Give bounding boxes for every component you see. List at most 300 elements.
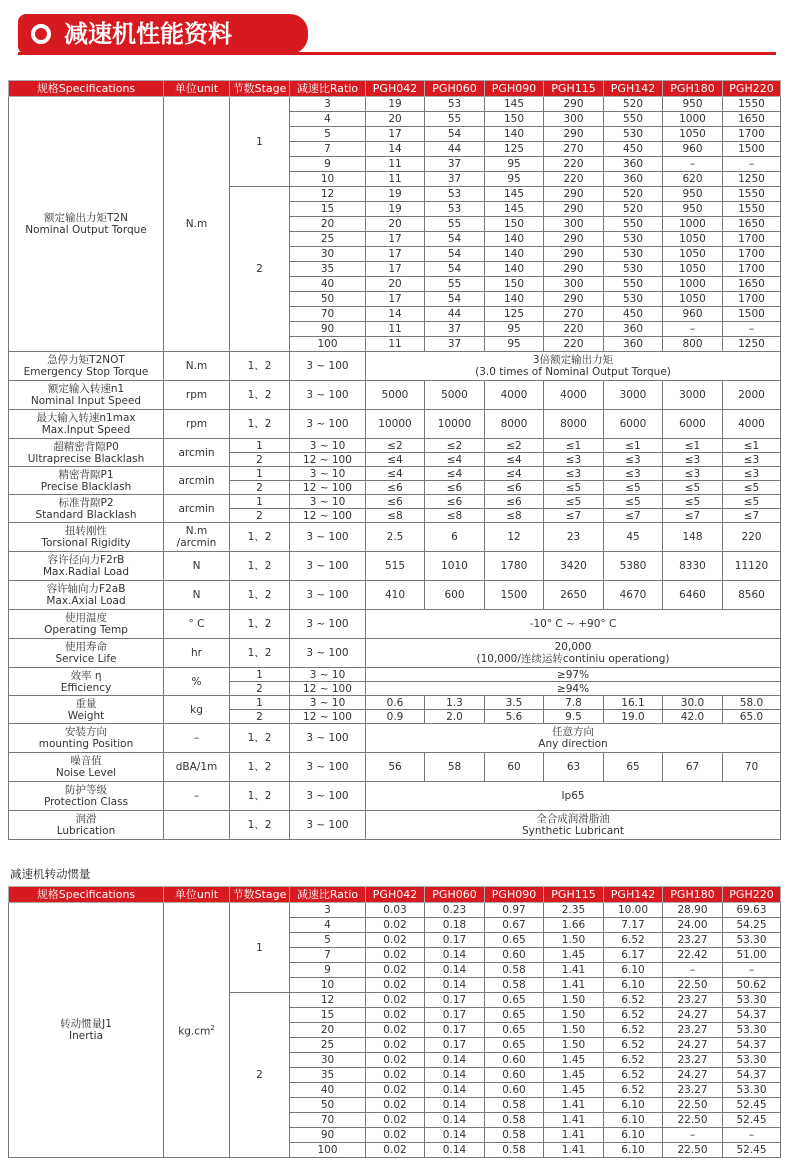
value-cell: 23 <box>544 523 604 552</box>
spec-label: 容许轴向力F2aB Max.Axial Load <box>9 581 164 610</box>
value-cell: ≤7 <box>723 509 781 523</box>
stage-cell: 1、2 <box>230 753 290 782</box>
value-cell: 19 <box>366 187 425 202</box>
value-cell: 54 <box>425 247 485 262</box>
value-cell: 125 <box>485 142 544 157</box>
value-cell: 600 <box>425 581 485 610</box>
value-cell: 950 <box>663 202 723 217</box>
value-cell: 1700 <box>723 127 781 142</box>
column-header: PGH060 <box>425 81 485 97</box>
value-cell: 23.27 <box>663 933 723 948</box>
value-cell: 53 <box>425 202 485 217</box>
column-header: 减速比Ratio <box>290 81 366 97</box>
value-cell: 5.6 <box>485 710 544 724</box>
column-header: PGH042 <box>366 81 425 97</box>
ratio-cell: 12 <box>290 187 366 202</box>
ratio-cell: 90 <box>290 1128 366 1143</box>
value-cell: 19.0 <box>604 710 663 724</box>
value-cell: 530 <box>604 292 663 307</box>
value-cell: 53.30 <box>723 1053 781 1068</box>
value-cell: 11120 <box>723 552 781 581</box>
unit-cell: N.m <box>164 352 230 381</box>
value-cell: 0.02 <box>366 1128 425 1143</box>
unit-cell: rpm <box>164 410 230 439</box>
value-cell: 2.5 <box>366 523 425 552</box>
value-cell: 410 <box>366 581 425 610</box>
value-cell: 6.52 <box>604 1053 663 1068</box>
value-cell: 145 <box>485 187 544 202</box>
value-cell: 4000 <box>544 381 604 410</box>
value-cell: 8000 <box>544 410 604 439</box>
value-cell: 550 <box>604 277 663 292</box>
value-cell: 0.17 <box>425 1023 485 1038</box>
value-cell: ≤6 <box>425 495 485 509</box>
table-row <box>9 552 781 581</box>
value-cell: 22.50 <box>663 1143 723 1158</box>
value-cell: 1000 <box>663 217 723 232</box>
value-cell: 54.37 <box>723 1008 781 1023</box>
value-cell: 1700 <box>723 232 781 247</box>
value-cell: 0.02 <box>366 1113 425 1128</box>
ratio-cell: 10 <box>290 978 366 993</box>
torque-label: 额定输出力矩T2N Nominal Output Torque <box>9 97 164 352</box>
value-cell: 37 <box>425 157 485 172</box>
value-cell: 1.50 <box>544 1038 604 1053</box>
spec-label: 标准背隙P2 Standard Blacklash <box>9 495 164 523</box>
value-cell: 1010 <box>425 552 485 581</box>
ratio-cell: 10 <box>290 172 366 187</box>
value-cell: 8560 <box>723 581 781 610</box>
page-title: 减速机性能资料 <box>64 20 232 48</box>
value-cell: ≤5 <box>663 481 723 495</box>
value-cell: 1.45 <box>544 1083 604 1098</box>
value-cell: 550 <box>604 112 663 127</box>
value-cell: 37 <box>425 337 485 352</box>
value-cell: 1550 <box>723 202 781 217</box>
value-cell: 10000 <box>425 410 485 439</box>
stage-cell: 1 <box>230 97 290 187</box>
value-cell: 3.5 <box>485 696 544 710</box>
value-cell: 4670 <box>604 581 663 610</box>
value-cell: 0.02 <box>366 1023 425 1038</box>
value-cell: 52.45 <box>723 1098 781 1113</box>
ratio-cell: 3 ~ 10 <box>290 467 366 481</box>
value-cell: 1050 <box>663 247 723 262</box>
value-cell: 0.02 <box>366 1038 425 1053</box>
value-cell: 0.02 <box>366 978 425 993</box>
value-cell: ≤7 <box>663 509 723 523</box>
column-header: PGH220 <box>723 887 781 903</box>
value-cell: 1050 <box>663 232 723 247</box>
ratio-cell: 50 <box>290 292 366 307</box>
value-cell: 53.30 <box>723 933 781 948</box>
value-cell: ≤7 <box>604 509 663 523</box>
value-cell: 150 <box>485 277 544 292</box>
value-cell: 55 <box>425 217 485 232</box>
value-cell: 1.41 <box>544 1113 604 1128</box>
value-cell: 53.30 <box>723 1083 781 1098</box>
unit-cell: kg <box>164 696 230 724</box>
value-cell: 950 <box>663 187 723 202</box>
value-cell: 3420 <box>544 552 604 581</box>
table-row <box>9 352 781 381</box>
value-cell: 54.25 <box>723 918 781 933</box>
merged-value: -10° C ~ +90° C <box>366 610 781 639</box>
unit-cell: N <box>164 552 230 581</box>
value-cell: 53.30 <box>723 993 781 1008</box>
value-cell: 360 <box>604 337 663 352</box>
spec-label: 精密背隙P1 Precise Blacklash <box>9 467 164 495</box>
table-row <box>9 696 781 710</box>
value-cell: 51.00 <box>723 948 781 963</box>
table-row <box>9 495 781 509</box>
value-cell: 0.67 <box>485 918 544 933</box>
unit-cell: % <box>164 668 230 696</box>
merged-value: Ip65 <box>366 782 781 811</box>
ratio-cell: 5 <box>290 933 366 948</box>
value-cell: 1.41 <box>544 1143 604 1158</box>
value-cell: 0.14 <box>425 1113 485 1128</box>
value-cell: 530 <box>604 127 663 142</box>
value-cell: 0.60 <box>485 1083 544 1098</box>
column-header: PGH115 <box>544 81 604 97</box>
value-cell: 67 <box>663 753 723 782</box>
value-cell: 6.52 <box>604 1023 663 1038</box>
value-cell: 220 <box>544 322 604 337</box>
spec-label: 急停力矩T2NOT Emergency Stop Torque <box>9 352 164 381</box>
value-cell: 1650 <box>723 217 781 232</box>
value-cell: 24.27 <box>663 1008 723 1023</box>
value-cell: ≤3 <box>663 453 723 467</box>
column-header: 单位unit <box>164 887 230 903</box>
value-cell: 6.52 <box>604 933 663 948</box>
value-cell: 20 <box>366 217 425 232</box>
value-cell: 2.0 <box>425 710 485 724</box>
value-cell: 54.37 <box>723 1038 781 1053</box>
value-cell: 0.65 <box>485 933 544 948</box>
inertia-label: 转动惯量J1 Inertia <box>9 903 164 1158</box>
stage-cell: 1、2 <box>230 352 290 381</box>
value-cell: 0.02 <box>366 918 425 933</box>
column-header: PGH090 <box>485 887 544 903</box>
value-cell: 6.10 <box>604 1113 663 1128</box>
stage-cell: 1、2 <box>230 610 290 639</box>
value-cell: 0.58 <box>485 1143 544 1158</box>
value-cell: 6.52 <box>604 1083 663 1098</box>
value-cell: ≤3 <box>604 453 663 467</box>
ratio-cell: 3 ~ 10 <box>290 495 366 509</box>
value-cell: 0.97 <box>485 903 544 918</box>
value-cell: 1700 <box>723 262 781 277</box>
value-cell: 6.52 <box>604 1008 663 1023</box>
column-header: PGH060 <box>425 887 485 903</box>
value-cell: 290 <box>544 262 604 277</box>
column-header: PGH142 <box>604 887 663 903</box>
value-cell: 520 <box>604 97 663 112</box>
ratio-cell: 15 <box>290 202 366 217</box>
value-cell: ≤2 <box>425 439 485 453</box>
table-header-row <box>9 887 781 903</box>
unit-cell: – <box>164 724 230 753</box>
value-cell: 1.45 <box>544 948 604 963</box>
value-cell: ≤5 <box>544 481 604 495</box>
ratio-cell: 4 <box>290 112 366 127</box>
ratio-cell: 25 <box>290 232 366 247</box>
value-cell: 4000 <box>485 381 544 410</box>
value-cell: 550 <box>604 217 663 232</box>
value-cell: 220 <box>544 172 604 187</box>
ratio-cell: 20 <box>290 217 366 232</box>
ratio-cell: 30 <box>290 247 366 262</box>
value-cell: 1000 <box>663 112 723 127</box>
spec-label: 容许径向力F2rB Max.Radial Load <box>9 552 164 581</box>
value-cell: ≤2 <box>366 439 425 453</box>
value-cell: 0.17 <box>425 993 485 1008</box>
value-cell: 1.50 <box>544 1008 604 1023</box>
value-cell: ≤5 <box>604 481 663 495</box>
value-cell: ≤4 <box>485 453 544 467</box>
value-cell: 6.10 <box>604 963 663 978</box>
value-cell: 0.60 <box>485 1068 544 1083</box>
value-cell: 1050 <box>663 292 723 307</box>
stage-cell: 1 <box>230 903 290 993</box>
value-cell: 800 <box>663 337 723 352</box>
value-cell: 1.66 <box>544 918 604 933</box>
value-cell: 960 <box>663 142 723 157</box>
value-cell: 4000 <box>723 410 781 439</box>
value-cell: 12 <box>485 523 544 552</box>
value-cell: 1.50 <box>544 993 604 1008</box>
stage-cell: 1 <box>230 696 290 710</box>
value-cell: 44 <box>425 307 485 322</box>
unit-cell: N.m /arcmin <box>164 523 230 552</box>
value-cell: 2.35 <box>544 903 604 918</box>
value-cell: 290 <box>544 202 604 217</box>
value-cell: – <box>663 1128 723 1143</box>
value-cell: 22.50 <box>663 978 723 993</box>
ratio-cell: 12 <box>290 993 366 1008</box>
value-cell: 11 <box>366 337 425 352</box>
value-cell: 0.03 <box>366 903 425 918</box>
value-cell: 0.65 <box>485 1038 544 1053</box>
value-cell: 220 <box>723 523 781 552</box>
stage-cell: 1、2 <box>230 410 290 439</box>
value-cell: 140 <box>485 292 544 307</box>
ratio-cell: 20 <box>290 1023 366 1038</box>
value-cell: 530 <box>604 247 663 262</box>
spec-label: 扭转刚性 Torsional Rigidity <box>9 523 164 552</box>
value-cell: 140 <box>485 127 544 142</box>
value-cell: 0.02 <box>366 933 425 948</box>
value-cell: 270 <box>544 307 604 322</box>
value-cell: 23.27 <box>663 1053 723 1068</box>
value-cell: 20 <box>366 277 425 292</box>
spec-label: 效率 η Efficiency <box>9 668 164 696</box>
ratio-cell: 90 <box>290 322 366 337</box>
value-cell: 0.02 <box>366 1083 425 1098</box>
value-cell: 1650 <box>723 112 781 127</box>
value-cell: 28.90 <box>663 903 723 918</box>
value-cell: 220 <box>544 157 604 172</box>
value-cell: 0.14 <box>425 1083 485 1098</box>
value-cell: 0.65 <box>485 1023 544 1038</box>
value-cell: 11 <box>366 172 425 187</box>
value-cell: ≤3 <box>723 467 781 481</box>
ratio-cell: 7 <box>290 948 366 963</box>
value-cell: 42.0 <box>663 710 723 724</box>
value-cell: 140 <box>485 232 544 247</box>
value-cell: 220 <box>544 337 604 352</box>
value-cell: 0.58 <box>485 978 544 993</box>
stage-cell: 2 <box>230 993 290 1158</box>
ratio-cell: 100 <box>290 337 366 352</box>
stage-cell: 1 <box>230 668 290 682</box>
table-row <box>9 97 781 112</box>
value-cell: 0.14 <box>425 948 485 963</box>
merged-value: ≥94% <box>366 682 781 696</box>
value-cell: ≤6 <box>366 495 425 509</box>
inertia-unit: $kg.cm^2$ <box>164 903 230 1158</box>
ratio-cell: 3 <box>290 97 366 112</box>
ratio-cell: 12 ~ 100 <box>290 453 366 467</box>
value-cell: 95 <box>485 157 544 172</box>
spec-label: 防护等级 Protection Class <box>9 782 164 811</box>
ratio-cell: 3 ~ 10 <box>290 696 366 710</box>
value-cell: ≤3 <box>723 453 781 467</box>
value-cell: 140 <box>485 247 544 262</box>
column-header: 减速比Ratio <box>290 887 366 903</box>
value-cell: 1780 <box>485 552 544 581</box>
value-cell: 1.41 <box>544 1098 604 1113</box>
value-cell: 23.27 <box>663 1023 723 1038</box>
value-cell: 125 <box>485 307 544 322</box>
ratio-cell: 100 <box>290 1143 366 1158</box>
table-row <box>9 381 781 410</box>
value-cell: 58 <box>425 753 485 782</box>
value-cell: 17 <box>366 292 425 307</box>
unit-cell: hr <box>164 639 230 668</box>
value-cell: 0.02 <box>366 948 425 963</box>
value-cell: 6460 <box>663 581 723 610</box>
value-cell: 52.45 <box>723 1113 781 1128</box>
value-cell: 0.9 <box>366 710 425 724</box>
value-cell: 17 <box>366 232 425 247</box>
value-cell: 0.14 <box>425 1098 485 1113</box>
value-cell: 14 <box>366 142 425 157</box>
header-underline <box>18 52 776 55</box>
value-cell: 95 <box>485 337 544 352</box>
value-cell: 11 <box>366 157 425 172</box>
inertia-section-title: 减速机转动惯量 <box>10 867 91 881</box>
value-cell: ≤3 <box>544 467 604 481</box>
value-cell: ≤4 <box>485 467 544 481</box>
value-cell: 3000 <box>663 381 723 410</box>
value-cell: 7.8 <box>544 696 604 710</box>
value-cell: 290 <box>544 97 604 112</box>
ratio-cell: 12 ~ 100 <box>290 509 366 523</box>
value-cell: ≤8 <box>425 509 485 523</box>
table-row <box>9 581 781 610</box>
value-cell: 290 <box>544 127 604 142</box>
value-cell: 6.10 <box>604 1098 663 1113</box>
column-header: PGH115 <box>544 887 604 903</box>
value-cell: 1500 <box>723 307 781 322</box>
value-cell: 0.58 <box>485 963 544 978</box>
table-row <box>9 724 781 753</box>
table-row <box>9 782 781 811</box>
column-header: PGH042 <box>366 887 425 903</box>
value-cell: 0.60 <box>485 1053 544 1068</box>
ratio-cell: 40 <box>290 1083 366 1098</box>
value-cell: 1.41 <box>544 978 604 993</box>
ratio-cell: 12 ~ 100 <box>290 682 366 696</box>
column-header: PGH090 <box>485 81 544 97</box>
value-cell: 52.45 <box>723 1143 781 1158</box>
value-cell: 37 <box>425 322 485 337</box>
value-cell: 300 <box>544 112 604 127</box>
value-cell: 44 <box>425 142 485 157</box>
stage-cell: 1、2 <box>230 381 290 410</box>
value-cell: 1250 <box>723 337 781 352</box>
value-cell: 8330 <box>663 552 723 581</box>
value-cell: 55 <box>425 112 485 127</box>
value-cell: 6.52 <box>604 993 663 1008</box>
value-cell: 1.45 <box>544 1053 604 1068</box>
value-cell: 37 <box>425 172 485 187</box>
ratio-cell: 35 <box>290 1068 366 1083</box>
table-row <box>9 668 781 682</box>
value-cell: – <box>723 1128 781 1143</box>
stage-cell: 1、2 <box>230 639 290 668</box>
merged-value: 全合成润滑脂油 Synthetic Lubricant <box>366 811 781 840</box>
value-cell: 0.6 <box>366 696 425 710</box>
value-cell: 290 <box>544 292 604 307</box>
value-cell: 1.3 <box>425 696 485 710</box>
value-cell: ≤8 <box>366 509 425 523</box>
value-cell: ≤2 <box>485 439 544 453</box>
table-row <box>9 639 781 668</box>
value-cell: ≤3 <box>544 453 604 467</box>
column-header: 节数Stage <box>230 887 290 903</box>
value-cell: ≤1 <box>723 439 781 453</box>
stage-cell: 1、2 <box>230 581 290 610</box>
value-cell: – <box>723 322 781 337</box>
value-cell: 0.14 <box>425 1143 485 1158</box>
stage-cell: 1 <box>230 467 290 481</box>
spec-label: 重量 Weight <box>9 696 164 724</box>
ratio-cell: 12 ~ 100 <box>290 481 366 495</box>
column-header: PGH142 <box>604 81 663 97</box>
value-cell: 0.02 <box>366 993 425 1008</box>
value-cell: 8000 <box>485 410 544 439</box>
value-cell: 0.58 <box>485 1098 544 1113</box>
value-cell: 0.02 <box>366 1068 425 1083</box>
unit-cell: rpm <box>164 381 230 410</box>
value-cell: ≤7 <box>544 509 604 523</box>
value-cell: 6.17 <box>604 948 663 963</box>
value-cell: 22.42 <box>663 948 723 963</box>
stage-cell: 2 <box>230 187 290 352</box>
value-cell: 69.63 <box>723 903 781 918</box>
ratio-cell: 35 <box>290 262 366 277</box>
spec-label: 使用寿命 Service Life <box>9 639 164 668</box>
value-cell: 45 <box>604 523 663 552</box>
spec-label: 超精密背隙P0 Ultraprecise Blacklash <box>9 439 164 467</box>
stage-cell: 2 <box>230 509 290 523</box>
ratio-cell: 3 ~ 100 <box>290 352 366 381</box>
value-cell: 145 <box>485 202 544 217</box>
column-header: 节数Stage <box>230 81 290 97</box>
